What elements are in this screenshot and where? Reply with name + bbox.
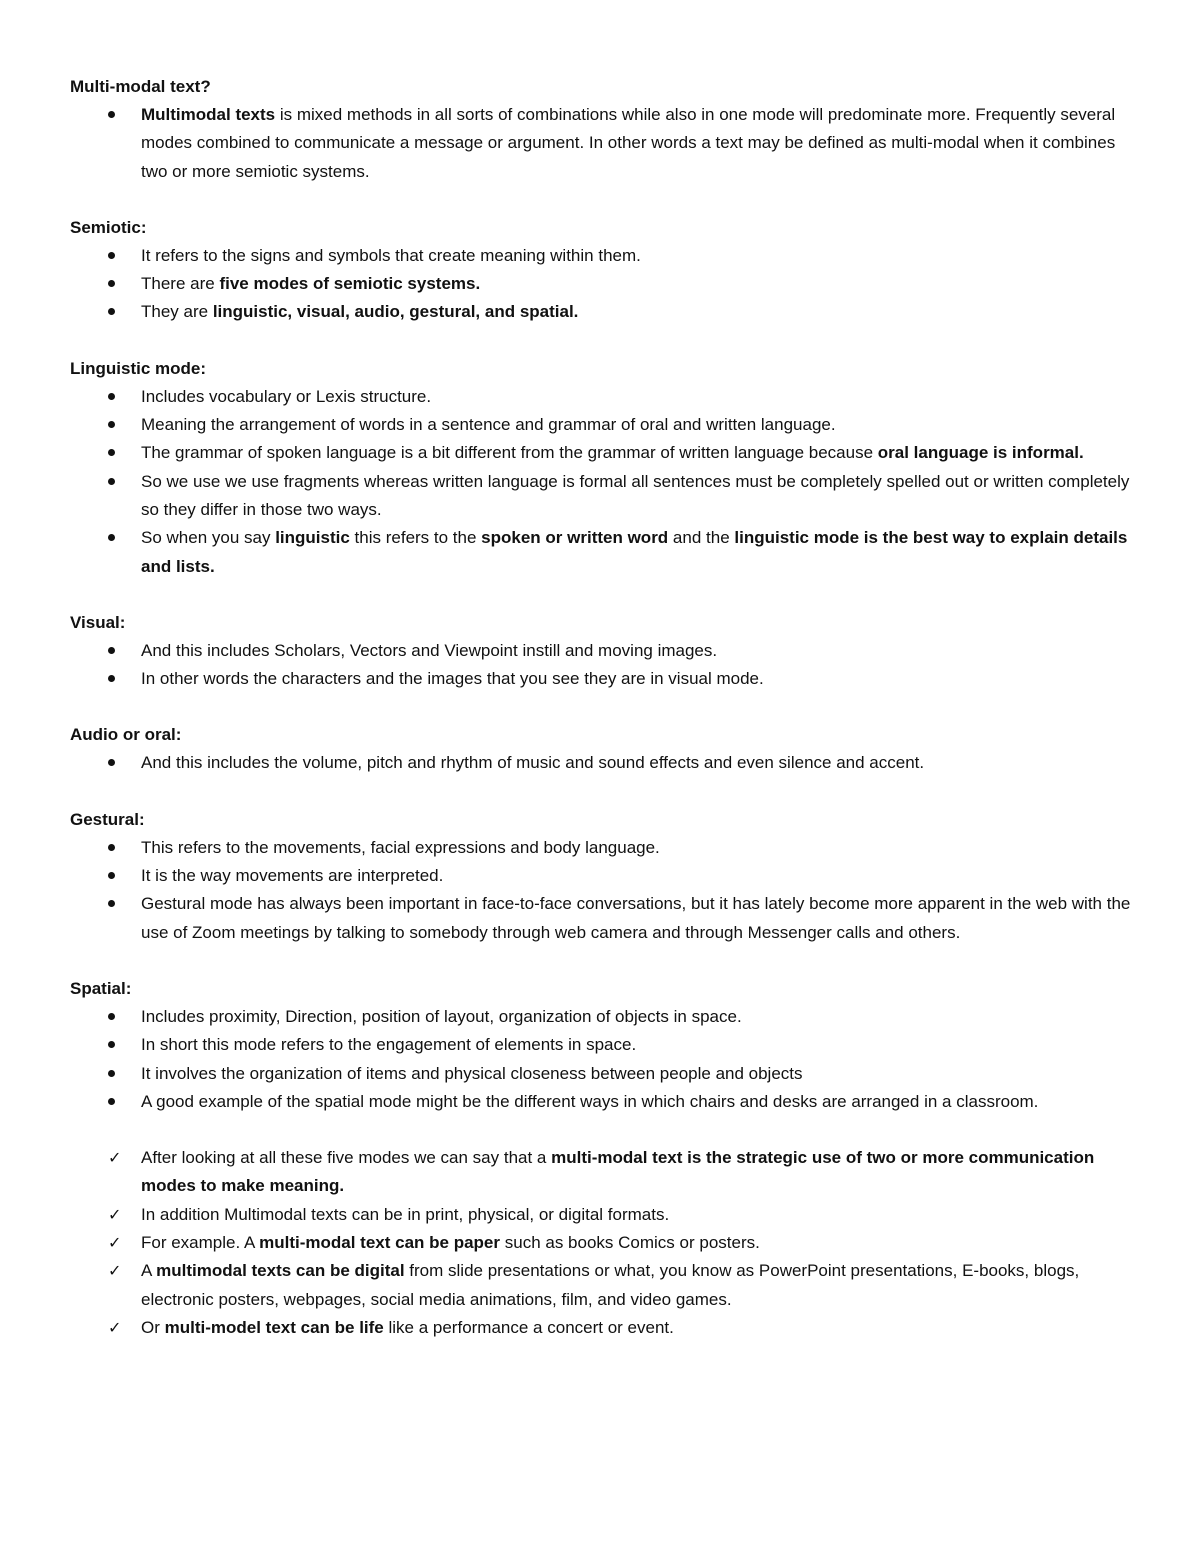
- bullet-dot-icon: [108, 393, 115, 400]
- bullet-list: [70, 834, 1132, 947]
- text-run: And this includes Scholars, Vectors and Viewpoint instill and moving images.: [141, 640, 718, 660]
- bullet-dot-icon: [108, 1013, 115, 1020]
- list-item: [70, 1229, 1132, 1257]
- bullet-list: [70, 749, 1132, 777]
- list-item: [70, 890, 1132, 947]
- section: [70, 355, 1132, 581]
- checkmark-icon: ✓: [108, 1148, 122, 1168]
- bullet-dot-icon: [108, 647, 115, 654]
- section-heading: Semiotic:: [70, 217, 147, 237]
- bullet-dot-icon: [108, 900, 115, 907]
- bullet-list: [70, 101, 1132, 186]
- text-run: It refers to the signs and symbols that create meaning within them.: [141, 245, 641, 265]
- text-run: In other words the characters and the images that you see they are in visual mode.: [141, 669, 764, 689]
- text-run: from slide presentations or what, you know as PowerPoint presentations, E-books, blogs, electronic posters, webpages, social media animations, film, and video games.: [141, 1261, 1080, 1309]
- list-item: [70, 1144, 1132, 1201]
- text-run: This refers to the movements, facial expressions and body language.: [141, 837, 660, 857]
- text-run: Includes vocabulary or Lexis structure.: [141, 386, 432, 406]
- bullet-dot-icon: [108, 449, 115, 456]
- text-run: like a performance a concert or event.: [383, 1317, 674, 1337]
- bullet-dot-icon: [108, 1070, 115, 1077]
- bold-text: spoken or written word: [481, 528, 669, 548]
- bullet-dot-icon: [108, 280, 115, 287]
- list-item: [70, 101, 1132, 186]
- list-item: [70, 1031, 1132, 1059]
- list-item: [70, 1060, 1132, 1088]
- text-run: this refers to the: [349, 528, 482, 548]
- bullet-dot-icon: [108, 478, 115, 485]
- list-item: [70, 524, 1132, 581]
- list-item: [70, 383, 1132, 411]
- list-item: [70, 439, 1132, 467]
- section: [70, 609, 1132, 694]
- section-heading: Gestural:: [70, 809, 145, 829]
- bold-text: multimodal texts can be digital: [156, 1261, 405, 1281]
- section: [70, 806, 1132, 947]
- list-item: [70, 242, 1132, 270]
- bullet-dot-icon: [108, 534, 115, 541]
- checkmark-icon: ✓: [108, 1261, 122, 1281]
- section: [70, 721, 1132, 777]
- list-item: [70, 749, 1132, 777]
- list-item: [70, 1088, 1132, 1116]
- text-run: So when you say: [141, 528, 276, 548]
- bold-text: linguistic, visual, audio, gestural, and spatial.: [212, 302, 579, 322]
- list-item: [70, 1201, 1132, 1229]
- section: [70, 1144, 1132, 1342]
- list-item: [70, 834, 1132, 862]
- bullet-dot-icon: [108, 308, 115, 315]
- list-item: [70, 665, 1132, 693]
- section-heading: Visual:: [70, 612, 126, 632]
- list-item: [70, 637, 1132, 665]
- bullet-dot-icon: [108, 111, 115, 118]
- checkmark-icon: ✓: [108, 1233, 122, 1253]
- text-run: The grammar of spoken language is a bit different from the grammar of written language because: [141, 443, 878, 463]
- section-heading: Audio or oral:: [70, 725, 182, 745]
- section-heading: Multi-modal text?: [70, 77, 211, 96]
- text-run: A good example of the spatial mode might be the different ways in which chairs and desks are arranged in a classroom.: [141, 1091, 1039, 1111]
- text-run: Or: [141, 1317, 165, 1337]
- list-item: [70, 862, 1132, 890]
- text-run: They are: [141, 302, 213, 322]
- checkmark-icon: ✓: [108, 1204, 122, 1224]
- section: [70, 975, 1132, 1116]
- bullet-list: [70, 383, 1132, 581]
- text-run: For example. A: [141, 1233, 260, 1253]
- text-run: After looking at all these five modes we can say that a: [141, 1148, 552, 1168]
- bold-text: Multimodal texts: [141, 105, 276, 124]
- bullet-list: [70, 242, 1132, 327]
- list-item: [70, 1314, 1132, 1342]
- bullet-list: [70, 1003, 1132, 1116]
- document-body: [70, 73, 1132, 1370]
- section-heading: Linguistic mode:: [70, 358, 206, 378]
- bullet-dot-icon: [108, 675, 115, 682]
- bullet-dot-icon: [108, 844, 115, 851]
- bold-text: linguistic: [275, 528, 350, 548]
- bullet-dot-icon: [108, 1041, 115, 1048]
- bullet-dot-icon: [108, 421, 115, 428]
- bullet-dot-icon: [108, 1098, 115, 1105]
- text-run: A: [141, 1261, 157, 1281]
- text-run: So we use we use fragments whereas written language is formal all sentences must be completely spelled out or written completely so they differ in those two ways.: [141, 471, 1130, 519]
- section: [70, 73, 1132, 186]
- list-item: [70, 468, 1132, 525]
- bold-text: oral language is informal.: [877, 443, 1084, 463]
- text-run: It involves the organization of items and physical closeness between people and objects: [141, 1063, 803, 1083]
- list-item: [70, 1003, 1132, 1031]
- bold-text: multi-model text can be life: [164, 1317, 384, 1337]
- bullet-dot-icon: [108, 872, 115, 879]
- bullet-dot-icon: [108, 252, 115, 259]
- text-run: In short this mode refers to the engagement of elements in space.: [141, 1035, 637, 1055]
- text-run: and the: [668, 528, 735, 548]
- bold-text: five modes of semiotic systems.: [219, 274, 481, 294]
- bold-text: multi-modal text can be paper: [259, 1233, 501, 1253]
- text-run: is mixed methods in all sorts of combinations while also in one mode will predominate more. Frequently several modes combined to communicate a message or argument. In other words a text may be defined as multi-modal when it combines two or more semiotic systems.: [141, 105, 1116, 181]
- bullet-list: [70, 637, 1132, 694]
- list-item: [70, 411, 1132, 439]
- bullet-dot-icon: [108, 759, 115, 766]
- text-run: Gestural mode has always been important in face-to-face conversations, but it has lately become more apparent in the web with the use of Zoom meetings by talking to somebody through web camera and through Messenger calls and others.: [141, 894, 1131, 942]
- section-heading: Spatial:: [70, 978, 132, 998]
- checklist: [70, 1144, 1132, 1342]
- text-run: There are: [141, 274, 220, 294]
- text-run: And this includes the volume, pitch and rhythm of music and sound effects and even silence and accent.: [141, 753, 925, 773]
- text-run: Meaning the arrangement of words in a sentence and grammar of oral and written language.: [141, 415, 836, 435]
- text-run: such as books Comics or posters.: [500, 1233, 760, 1253]
- text-run: In addition Multimodal texts can be in print, physical, or digital formats.: [141, 1204, 670, 1224]
- text-run: Includes proximity, Direction, position of layout, organization of objects in space.: [141, 1006, 742, 1026]
- bold-text: multi-modal text is the strategic use of two or more communication modes to make meaning.: [141, 1148, 1095, 1196]
- section: [70, 214, 1132, 327]
- list-item: [70, 298, 1132, 326]
- bold-text: linguistic mode is the best way to explain details and lists.: [141, 528, 1128, 576]
- text-run: It is the way movements are interpreted.: [141, 866, 444, 886]
- checkmark-icon: ✓: [108, 1317, 122, 1337]
- list-item: [70, 1257, 1132, 1314]
- list-item: [70, 270, 1132, 298]
